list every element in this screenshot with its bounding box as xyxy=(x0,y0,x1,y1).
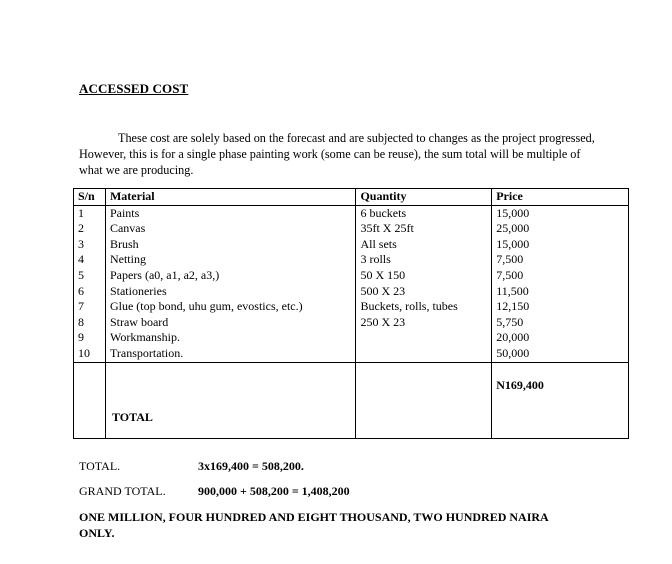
table-row xyxy=(74,315,629,331)
summary-grand-value: 900,000 + 508,200 = 1,408,200 xyxy=(198,484,350,498)
row-quantity: 250 X 23 xyxy=(356,315,492,331)
row-material: Brush xyxy=(105,237,356,253)
row-material: Glue (top bond, uhu gum, evostics, etc.) xyxy=(105,299,356,315)
summary-grand-label: GRAND TOTAL. xyxy=(79,484,166,498)
row-quantity xyxy=(356,346,492,362)
row-price: 5,750 xyxy=(492,315,629,331)
table-row xyxy=(74,252,629,268)
row-price: 20,000 xyxy=(492,330,629,346)
row-quantity: 500 X 23 xyxy=(356,284,492,300)
row-sn: 8 xyxy=(74,315,106,331)
table-row xyxy=(74,205,629,221)
total-cell-sn xyxy=(74,362,106,438)
header-material: Material xyxy=(105,189,356,206)
row-material: Papers (a0, a1, a2, a3,) xyxy=(105,268,356,284)
row-price: 11,500 xyxy=(492,284,629,300)
row-price: 50,000 xyxy=(492,346,629,362)
row-material: Netting xyxy=(105,252,356,268)
table-total-row xyxy=(74,362,629,438)
row-quantity xyxy=(356,330,492,346)
row-material: Transportation. xyxy=(105,346,356,362)
amount-in-words: ONE MILLION, FOUR HUNDRED AND EIGHT THOUSAND, TWO HUNDRED NAIRA ONLY. xyxy=(79,510,549,540)
total-value: N169,400 xyxy=(492,362,629,438)
row-quantity: 6 buckets xyxy=(356,205,492,221)
header-quantity: Quantity xyxy=(356,189,492,206)
row-sn: 2 xyxy=(74,221,106,237)
header-sn: S/n xyxy=(74,189,106,206)
row-sn: 5 xyxy=(74,268,106,284)
table-row xyxy=(74,330,629,346)
row-quantity: 35ft X 25ft xyxy=(356,221,492,237)
row-sn: 4 xyxy=(74,252,106,268)
row-material: Stationeries xyxy=(105,284,356,300)
table-row xyxy=(74,284,629,300)
summary-total-label: TOTAL. xyxy=(79,459,121,473)
row-material: Canvas xyxy=(105,221,356,237)
row-price: 12,150 xyxy=(492,299,629,315)
row-price: 15,000 xyxy=(492,205,629,221)
row-sn: 7 xyxy=(74,299,106,315)
intro-paragraph: These cost are solely based on the forecast and are subjected to changes as the project progressed, However, this is for a single phase painting work (some can be reuse), the sum total will be multiple of what we are producing. xyxy=(79,131,595,177)
row-material: Paints xyxy=(105,205,356,221)
table-row xyxy=(74,237,629,253)
row-sn: 6 xyxy=(74,284,106,300)
summary-total-value: 3x169,400 = 508,200. xyxy=(198,459,304,473)
row-sn: 10 xyxy=(74,346,106,362)
row-price: 25,000 xyxy=(492,221,629,237)
cost-table xyxy=(73,188,629,439)
row-quantity: 50 X 150 xyxy=(356,268,492,284)
table-header-row xyxy=(74,189,629,206)
table-row xyxy=(74,299,629,315)
row-quantity: Buckets, rolls, tubes xyxy=(356,299,492,315)
header-price: Price xyxy=(492,189,629,206)
row-material: Workmanship. xyxy=(105,330,356,346)
row-sn: 1 xyxy=(74,205,106,221)
row-price: 7,500 xyxy=(492,252,629,268)
row-price: 7,500 xyxy=(492,268,629,284)
row-sn: 3 xyxy=(74,237,106,253)
summary-total-line xyxy=(79,459,304,474)
table-row xyxy=(74,221,629,237)
total-cell-quantity xyxy=(356,362,492,438)
row-quantity: All sets xyxy=(356,237,492,253)
row-price: 15,000 xyxy=(492,237,629,253)
section-heading: ACCESSED COST xyxy=(79,81,189,96)
row-sn: 9 xyxy=(74,330,106,346)
table-row xyxy=(74,346,629,362)
table-row xyxy=(74,268,629,284)
row-quantity: 3 rolls xyxy=(356,252,492,268)
total-label: TOTAL xyxy=(105,362,356,438)
summary-grand-line xyxy=(79,484,350,499)
row-material: Straw board xyxy=(105,315,356,331)
